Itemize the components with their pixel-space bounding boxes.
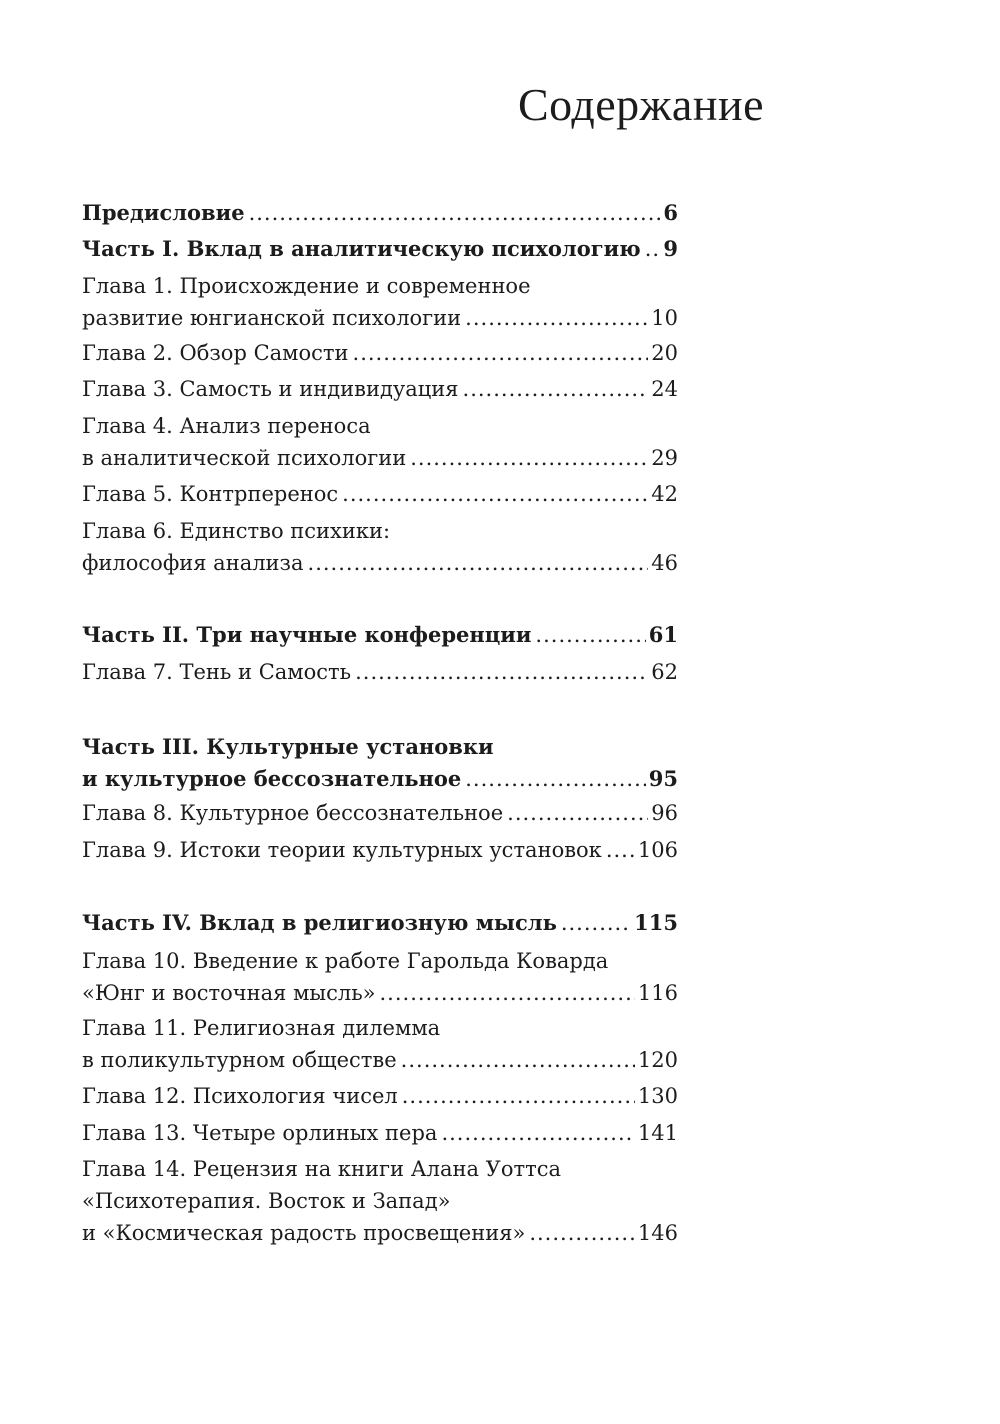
page-number: 42 [651, 482, 678, 506]
dot-leader [561, 907, 631, 939]
toc-entry-part-1[interactable] [82, 233, 678, 265]
entry-title: Глава 3. Самость и индивидуация [82, 377, 459, 401]
entry-title-line: развитие юнгианской психологии [82, 306, 462, 330]
toc-entry-chapter-7[interactable] [82, 656, 678, 688]
page-number: 24 [651, 377, 678, 401]
toc-entry-chapter-9[interactable] [82, 834, 678, 866]
dot-leader [380, 977, 635, 1009]
page-number: 141 [637, 1121, 678, 1145]
dot-leader [249, 197, 661, 229]
entry-title: Предисловие [82, 200, 245, 225]
toc-entry-chapter-11[interactable] [82, 1012, 678, 1076]
entry-title: Часть IV. Вклад в религиозную мысль [82, 910, 557, 935]
entry-title: Часть I. Вклад в аналитическую психологию [82, 236, 641, 261]
dot-leader [355, 656, 648, 688]
toc-entry-chapter-2[interactable] [82, 337, 678, 369]
entry-title: Глава 12. Психология чисел [82, 1084, 398, 1108]
entry-title-line: Глава 11. Религиозная дилемма [82, 1016, 441, 1040]
dot-leader [308, 547, 649, 579]
entry-title-line: «Психотерапия. Восток и Запад» [82, 1189, 451, 1213]
dot-leader [353, 337, 649, 369]
dot-leader [529, 1217, 635, 1249]
entry-title-line: в аналитической психологии [82, 446, 407, 470]
toc-entry-chapter-3[interactable] [82, 373, 678, 405]
entry-title: Глава 5. Контрперенос [82, 482, 339, 506]
entry-title: Часть II. Три научные конференции [82, 622, 532, 647]
dot-leader [535, 619, 645, 651]
page-number: 46 [651, 551, 678, 575]
dot-leader [463, 373, 649, 405]
page-number: 130 [637, 1084, 678, 1108]
page-number: 106 [637, 838, 678, 862]
toc-entry-chapter-12[interactable] [82, 1080, 678, 1112]
page-number: 20 [651, 341, 678, 365]
entry-title-line: и культурное бессознательное [82, 766, 462, 791]
toc-entry-chapter-10[interactable] [82, 945, 678, 1009]
toc-entry-part-4[interactable] [82, 907, 678, 939]
entry-title: Глава 9. Истоки теории культурных установок [82, 838, 602, 862]
entry-title: Глава 7. Тень и Самость [82, 660, 352, 684]
page-number: 95 [648, 766, 678, 791]
dot-leader [401, 1044, 635, 1076]
toc-entry-chapter-14[interactable] [82, 1153, 678, 1249]
dot-leader [410, 442, 648, 474]
page-number: 115 [634, 910, 678, 935]
dot-leader [465, 763, 646, 795]
entry-title-line: Часть III. Культурные установки [82, 734, 494, 759]
dot-leader [342, 478, 648, 510]
entry-title: Глава 2. Обзор Самости [82, 341, 349, 365]
toc-entry-chapter-6[interactable] [82, 515, 678, 579]
toc-entry-part-3[interactable] [82, 731, 678, 795]
page-number: 62 [651, 660, 678, 684]
dot-leader [645, 233, 661, 265]
entry-title: Глава 8. Культурное бессознательное [82, 801, 504, 825]
page-number: 6 [663, 200, 678, 225]
toc-entry-chapter-4[interactable] [82, 410, 678, 474]
page-number: 96 [651, 801, 678, 825]
dot-leader [507, 797, 648, 829]
dot-leader [402, 1080, 635, 1112]
entry-title-line: и «Космическая радость просвещения» [82, 1221, 526, 1245]
dot-leader [465, 302, 648, 334]
page-number: 146 [637, 1221, 678, 1245]
toc-entry-part-2[interactable] [82, 619, 678, 651]
entry-title-line: Глава 4. Анализ переноса [82, 414, 371, 438]
page-number: 10 [651, 306, 678, 330]
page-title: Содержание [517, 79, 764, 130]
toc-entry-chapter-13[interactable] [82, 1117, 678, 1149]
entry-title-line: в поликультурном обществе [82, 1048, 397, 1072]
entry-title: Глава 13. Четыре орлиных пера [82, 1121, 438, 1145]
entry-title-line: Глава 10. Введение к работе Гарольда Коварда [82, 949, 609, 973]
page-number: 116 [637, 981, 678, 1005]
toc-entry-chapter-8[interactable] [82, 797, 678, 829]
page-number: 120 [637, 1048, 678, 1072]
entry-title-line: «Юнг и восточная мысль» [82, 981, 376, 1005]
page-number: 9 [663, 236, 678, 261]
toc-entry-chapter-5[interactable] [82, 478, 678, 510]
entry-title-line: философия анализа [82, 551, 304, 575]
page-number: 61 [648, 622, 678, 647]
entry-title-line: Глава 14. Рецензия на книги Алана Уоттса [82, 1157, 561, 1181]
entry-title-line: Глава 1. Происхождение и современное [82, 274, 531, 298]
dot-leader [441, 1117, 634, 1149]
page-number: 29 [651, 446, 678, 470]
toc-entry-chapter-1[interactable] [82, 270, 678, 334]
entry-title-line: Глава 6. Единство психики: [82, 519, 391, 543]
toc-entry-preface[interactable] [82, 197, 678, 229]
dot-leader [606, 834, 635, 866]
